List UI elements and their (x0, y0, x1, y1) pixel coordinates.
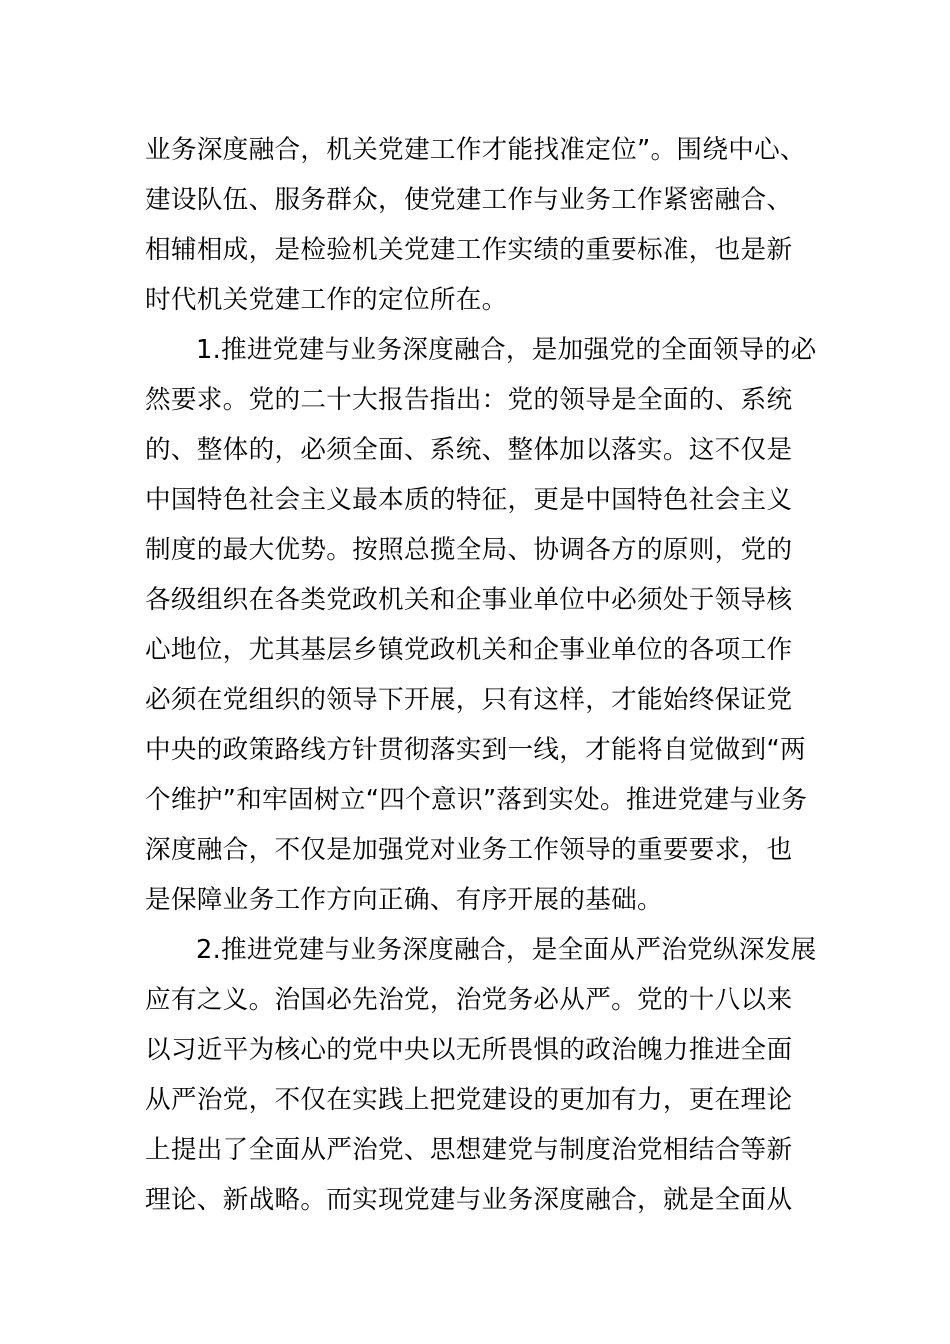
text-line: 中国特色社会主义最本质的特征，更是中国特色社会主义 (145, 485, 793, 515)
paragraph-1-heading-line: 1.推进党建与业务深度融合，是加强党的全面领导的必 (196, 335, 817, 365)
text-line: 各级组织在各类党政机关和企事业单位中必须处于领导核 (145, 585, 793, 615)
body-text (145, 125, 817, 1225)
text-line: 个维护”和牢固树立“四个意识”落到实处。推进党建与业务 (145, 785, 808, 815)
text-line: 相辅相成，是检验机关党建工作实绩的重要标准，也是新 (145, 235, 793, 265)
text-line: 理论、新战略。而实现党建与业务深度融合，就是全面从 (145, 1185, 793, 1215)
text-line: 中央的政策路线方针贯彻落实到一线，才能将自觉做到“两 (145, 735, 806, 765)
text-line: 是保障业务工作方向正确、有序开展的基础。 (145, 885, 663, 915)
text-line: 深度融合，不仅是加强党对业务工作领导的重要要求，也 (145, 835, 793, 865)
text-line: 上提出了全面从严治党、思想建党与制度治党相结合等新 (145, 1135, 793, 1165)
text-line: 以习近平为核心的党中央以无所畏惧的政治魄力推进全面 (145, 1035, 793, 1065)
paragraph-2-heading-line: 2.推进党建与业务深度融合，是全面从严治党纵深发展 (196, 935, 817, 965)
text-line: 制度的最大优势。按照总揽全局、协调各方的原则，党的 (145, 535, 793, 565)
text-line: 建设队伍、服务群众，使党建工作与业务工作紧密融合、 (145, 185, 793, 215)
text-line: 必须在党组织的领导下开展，只有这样，才能始终保证党 (145, 685, 793, 715)
text-line: 时代机关党建工作的定位所在。 (145, 285, 508, 315)
text-line: 业务深度融合，机关党建工作才能找准定位”。围绕中心、 (145, 135, 806, 165)
text-line: 然要求。党的二十大报告指出：党的领导是全面的、系统 (145, 385, 793, 415)
text-line: 心地位，尤其基层乡镇党政机关和企事业单位的各项工作 (145, 635, 793, 665)
text-line: 应有之义。治国必先治党，治党务必从严。党的十八以来 (145, 985, 793, 1015)
text-line: 的、整体的，必须全面、系统、整体加以落实。这不仅是 (145, 435, 793, 465)
text-line: 从严治党，不仅在实践上把党建设的更加有力，更在理论 (145, 1085, 793, 1115)
